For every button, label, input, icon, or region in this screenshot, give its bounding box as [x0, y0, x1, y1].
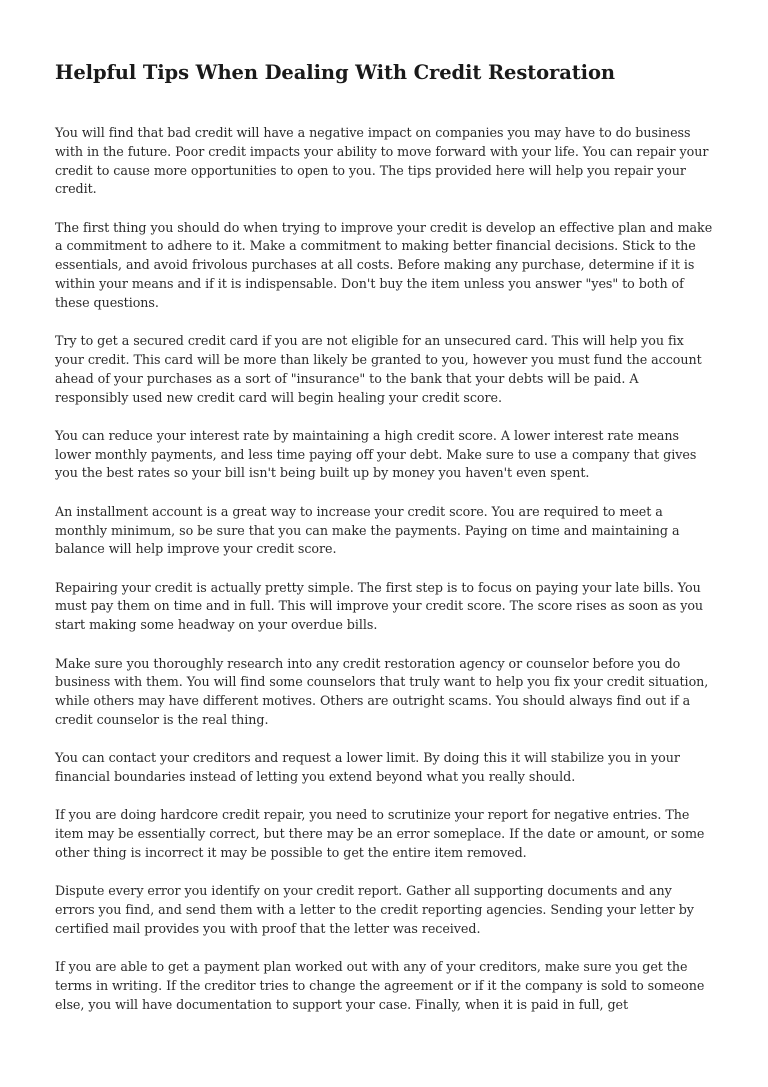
paragraph-6: Repairing your credit is actually pretty simple. The first step is to focus on paying your late bills. You must pay them on time and in full. This will improve your credit score. The score rises as soon as you start making some headway on your overdue bills. [55, 579, 704, 633]
paragraph-9: If you are doing hardcore credit repair, you need to scrutinize your report for negative entries. The item may be essentially correct, but there may be an error someplace. If the date or amount, or some other thing is incorrect it may be possible to get the entire item removed. [55, 807, 705, 860]
paragraph-4: You can reduce your interest rate by maintaining a high credit score. A lower interest rate means lower monthly payments, and less time paying off your debt. Make sure to use a company that gives you the best rates so your bill isn't being built up by money you haven't even spent. [55, 427, 697, 481]
page-title: Helpful Tips When Dealing With Credit Restoration [55, 61, 615, 84]
paragraph-10: Dispute every error you identify on your credit report. Gather all supporting documents and any errors you find, and send them with a letter to the credit reporting agencies. Sending your letter by certified mail provides you with proof that the letter was received. [55, 883, 694, 936]
paragraph-2: The first thing you should do when trying to improve your credit is develop an effective plan and make a commitment to adhere to it. Make a commitment to making better financial decisions. Stick to the essentials, and avoid frivolous purchases at all costs. Before making any purchase, determine if it is within your means and if it is indispensable. Don't buy the item unless you answer "yes" to both of these questions. [55, 219, 713, 310]
document-page [55, 60, 715, 1034]
paragraph-3: Try to get a secured credit card if you are not eligible for an unsecured card. This will help you fix your credit. This card will be more than likely be granted to you, however you must fund the account ahead of your purchases as a sort of "insurance" to the bank that your debts will be paid. A responsibly used new credit card will begin healing your credit score. [55, 333, 702, 405]
paragraph-8: You can contact your creditors and request a lower limit. By doing this it will stabilize you in your financial boundaries instead of letting you extend beyond what you really should. [55, 750, 680, 785]
paragraph-7: Make sure you thoroughly research into any credit restoration agency or counselor before you do business with them. You will find some counselors that truly want to help you fix your credit situation, while others may have different motives. Others are outright scams. You should always find out if a credit counselor is the real thing. [55, 655, 709, 727]
paragraph-11: If you are able to get a payment plan worked out with any of your creditors, make sure you get the terms in writing. If the creditor tries to change the agreement or if it the company is sold to someone else, you will have documentation to support your case. Finally, when it is paid in full, get [55, 959, 705, 1012]
paragraph-5: An installment account is a great way to increase your credit score. You are required to meet a monthly minimum, so be sure that you can make the payments. Paying on time and maintaining a balance will help improve your credit score. [55, 503, 680, 557]
paragraph-1: You will find that bad credit will have a negative impact on companies you may have to do business with in the future. Poor credit impacts your ability to move forward with your life. You can repair your credit to cause more opportunities to open to you. The tips provided here will help you repair your credit. [55, 125, 709, 197]
